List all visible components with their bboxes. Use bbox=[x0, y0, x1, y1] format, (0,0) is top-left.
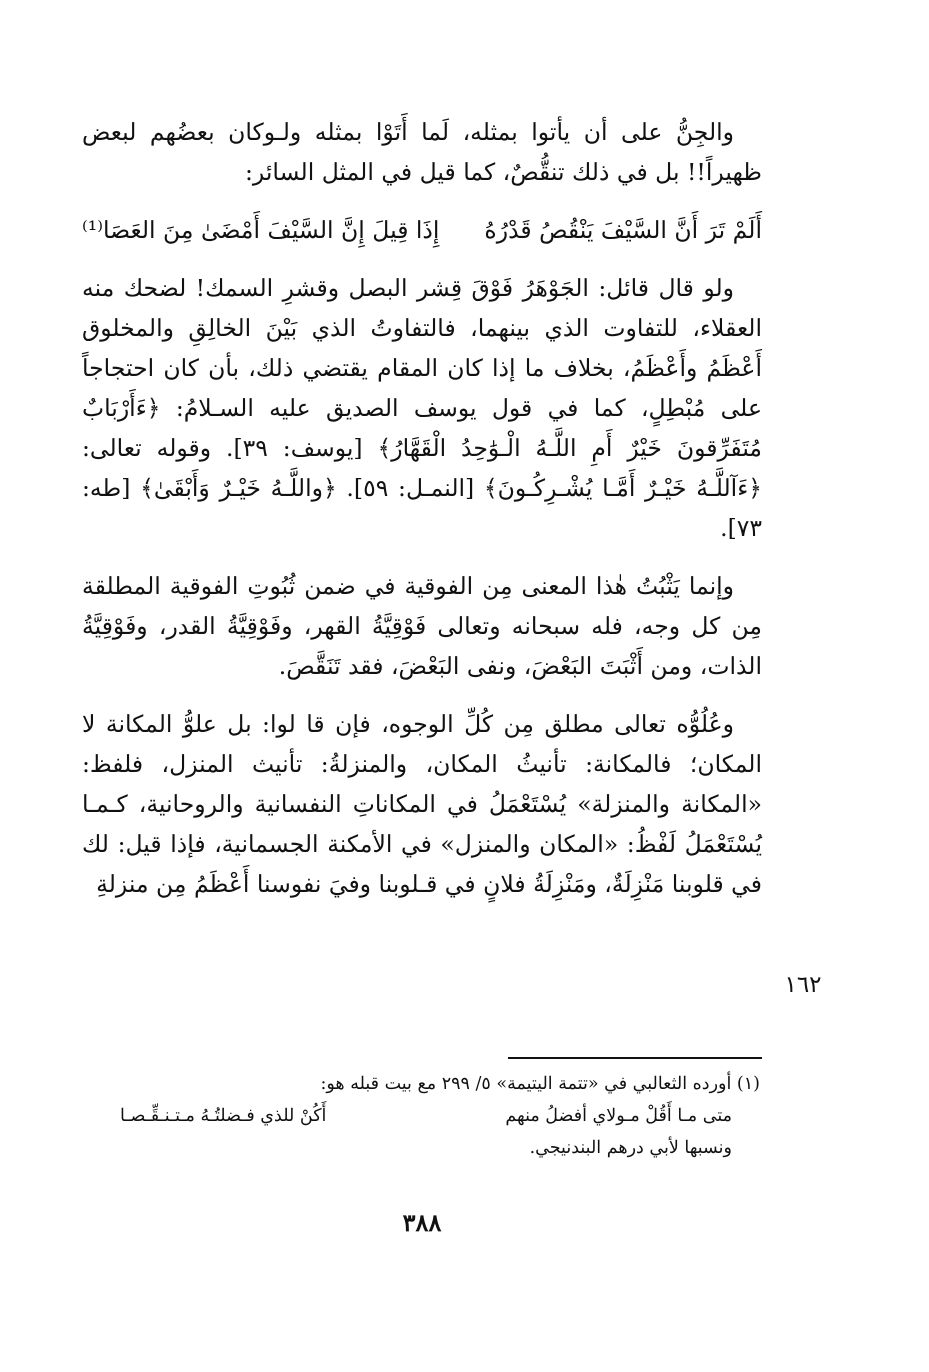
paragraph-1: والجِنُّ على أن يأتوا بمثله، لَما أَتَوْا بمثله ولـوكان بعضُهم لبعض ظهيراً!! بل في ذلك تنقُّصٌ، كما قيل في المثل السائر: bbox=[82, 118, 762, 186]
footnote-line-1: (١) أورده الثعالبي في «تتمة اليتيمة» ٥/ ٢٩٩ مع بيت قبله هو: bbox=[320, 1074, 760, 1094]
footnote-verse-first: متى مـا أَقُلْ مـولاي أفضلُ منهم bbox=[505, 1106, 732, 1126]
footnote-divider bbox=[508, 1057, 762, 1059]
paragraph-4: وعُلُوُّه تعالى مطلق مِن كُلِّ الوجوه، فإن قا لوا: بل علوُّ المكانة لا المكان؛ فالمكانة: تأنيثُ المكان، والمنزلةُ: تأنيث المنزل، فلفظ: «المكانة والمنزلة» يُسْتَعْمَلُ في المكاناتِ النفسانية والروحانية، كـمـا يُسْتَعْمَلُ لَفْظُ: «المكان والمنزل» في الأمكنة الجسمانية، فإذا قيل: لك في قلوبنا مَنْزِلَةٌ، ومَنْزِلَةُ فلانٍ في قـلوبنا وفيَ نفوسنا أَعْظَمُ مِن منزلةِ bbox=[82, 710, 762, 898]
footnote-verse-second: أَكُنْ للذي فـضلتُـهُ مـتـنـقِّـصـا bbox=[120, 1106, 327, 1126]
margin-number: ١٦٢ bbox=[784, 972, 822, 998]
poetry-verse bbox=[82, 210, 762, 250]
paragraph-2: ولو قال قائل: الجَوْهَرُ فَوْقَ قِشر البصل وقشرِ السمك! لضحك منه العقلاء، للتفاوت الذي بينهما، فالتفاوتُ الذي بَيْنَ الخالِقِ والمخلوق أَعْظَمُ وأَعْظَمُ، بخلاف ما إذا كان المقام يقتضي ذلك، بأن كان احتجاجاً على مُبْطِلٍ، كما في قول يوسف الصديق عليه السـلامُ: ﴿ءَأَرْبَابٌ مُتَفَرِّقونَ خَيْرٌ أَمِ اللَّـهُ الْـوَٰحِدُ الْقَهَّارُ﴾ [يوسف: ٣٩]. وقوله تعالى: ﴿ءَآللَّـهُ خَيْـرٌ أَمَّـا يُشْـرِكُـونَ﴾ [النمـل: ٥٩]. ﴿واللَّـهُ خَيْـرٌ وَأَبْقَىٰ﴾ [طه: ٧٣]. bbox=[82, 274, 763, 542]
footnote-verse bbox=[120, 1100, 760, 1132]
page-number: ٣٨٨ bbox=[402, 1208, 442, 1237]
paragraph-3: وإنما يَثْبُتُ هٰذا المعنى مِن الفوقية في ضمن ثُبُوتِ الفوقية المطلقة مِن كل وجه، فله سبحانه وتعالى فَوْقِيَّةُ القهر، وفَوْقِيَّةُ القدر، وفَوْقِيَّةُ الذات، ومن أَثْبَتَ البَعْضَ، ونفى البَعْضَ، فقد تَنَقَّصَ. bbox=[82, 572, 762, 680]
footnote-line-3: ونسبها لأبي درهم البندنيجي. bbox=[529, 1138, 732, 1158]
footnotes-block bbox=[120, 1068, 760, 1164]
verse-first-hemistich: أَلَمْ تَرَ أَنَّ السَّيْفَ يَنْقُصُ قَدْرُهُ bbox=[484, 216, 762, 244]
verse-second-hemistich: إِذَا قِيلَ إِنَّ السَّيْفَ أَمْضَىٰ مِنَ العَصَا⁽¹⁾ bbox=[82, 216, 440, 244]
main-text-block bbox=[82, 112, 762, 922]
